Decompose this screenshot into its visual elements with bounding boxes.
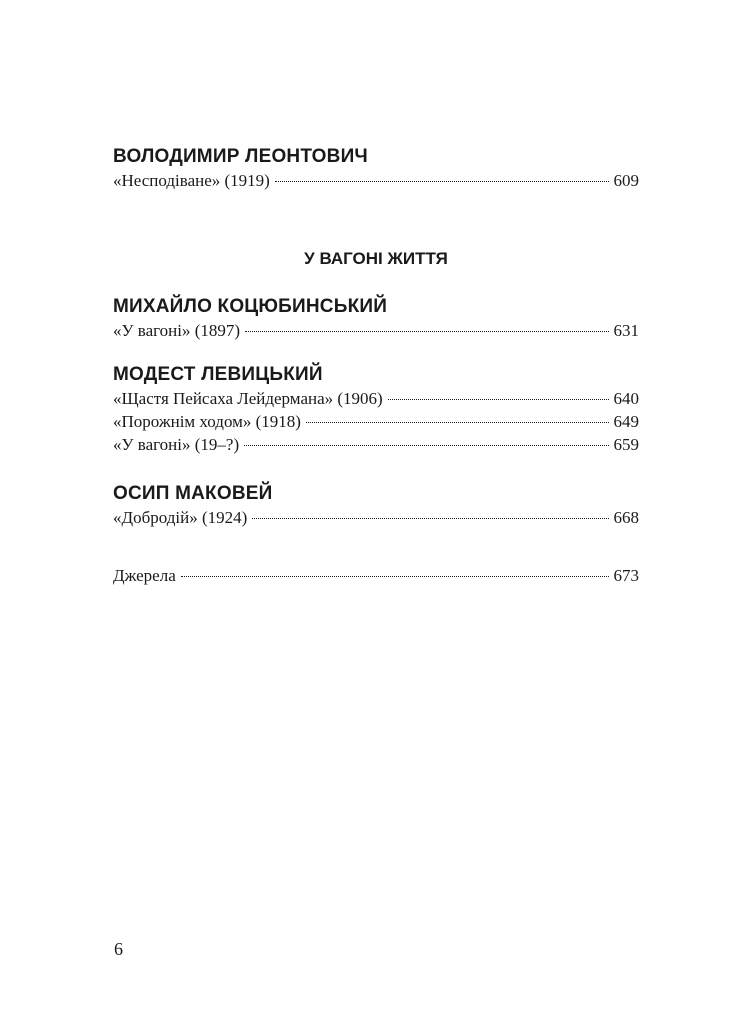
entry-page: 668	[613, 508, 639, 527]
toc-entry[interactable]	[113, 170, 639, 192]
entry-title: «У вагоні» (19–?)	[113, 435, 240, 454]
dot-leader	[388, 399, 609, 400]
entry-title: «Порожнім ходом» (1918)	[113, 412, 301, 431]
entry-page: 609	[613, 171, 639, 190]
entry-title: «Щастя Пейсаха Лейдермана» (1906)	[113, 389, 383, 408]
toc-entry[interactable]	[113, 388, 639, 410]
dot-leader	[306, 422, 609, 423]
section-title: У ВАГОНІ ЖИТТЯ	[304, 249, 448, 268]
toc-entry[interactable]	[113, 565, 639, 587]
toc-entry[interactable]	[113, 507, 639, 529]
toc-entry[interactable]	[113, 320, 639, 342]
author-heading: ОСИП МАКОВЕЙ	[113, 483, 273, 504]
entry-title: Джерела	[113, 566, 176, 585]
entry-title: «Добродій» (1924)	[113, 508, 248, 527]
toc-entry[interactable]	[113, 434, 639, 456]
entry-page: 649	[613, 412, 639, 431]
dot-leader	[181, 576, 609, 577]
entry-page: 673	[613, 566, 639, 585]
entry-page: 631	[613, 321, 639, 340]
author-heading: МОДЕСТ ЛЕВИЦЬКИЙ	[113, 364, 323, 385]
entry-title: «Несподіване» (1919)	[113, 171, 270, 190]
dot-leader	[245, 331, 608, 332]
author-heading: ВОЛОДИМИР ЛЕОНТОВИЧ	[113, 146, 368, 167]
dot-leader	[252, 518, 608, 519]
toc-entry[interactable]	[113, 411, 639, 433]
entry-title: «У вагоні» (1897)	[113, 321, 241, 340]
author-heading: МИХАЙЛО КОЦЮБИНСЬКИЙ	[113, 296, 388, 317]
entry-page: 640	[613, 389, 639, 408]
page-number: 6	[114, 939, 123, 959]
entry-page: 659	[613, 435, 639, 454]
dot-leader	[244, 445, 608, 446]
dot-leader	[275, 181, 609, 182]
